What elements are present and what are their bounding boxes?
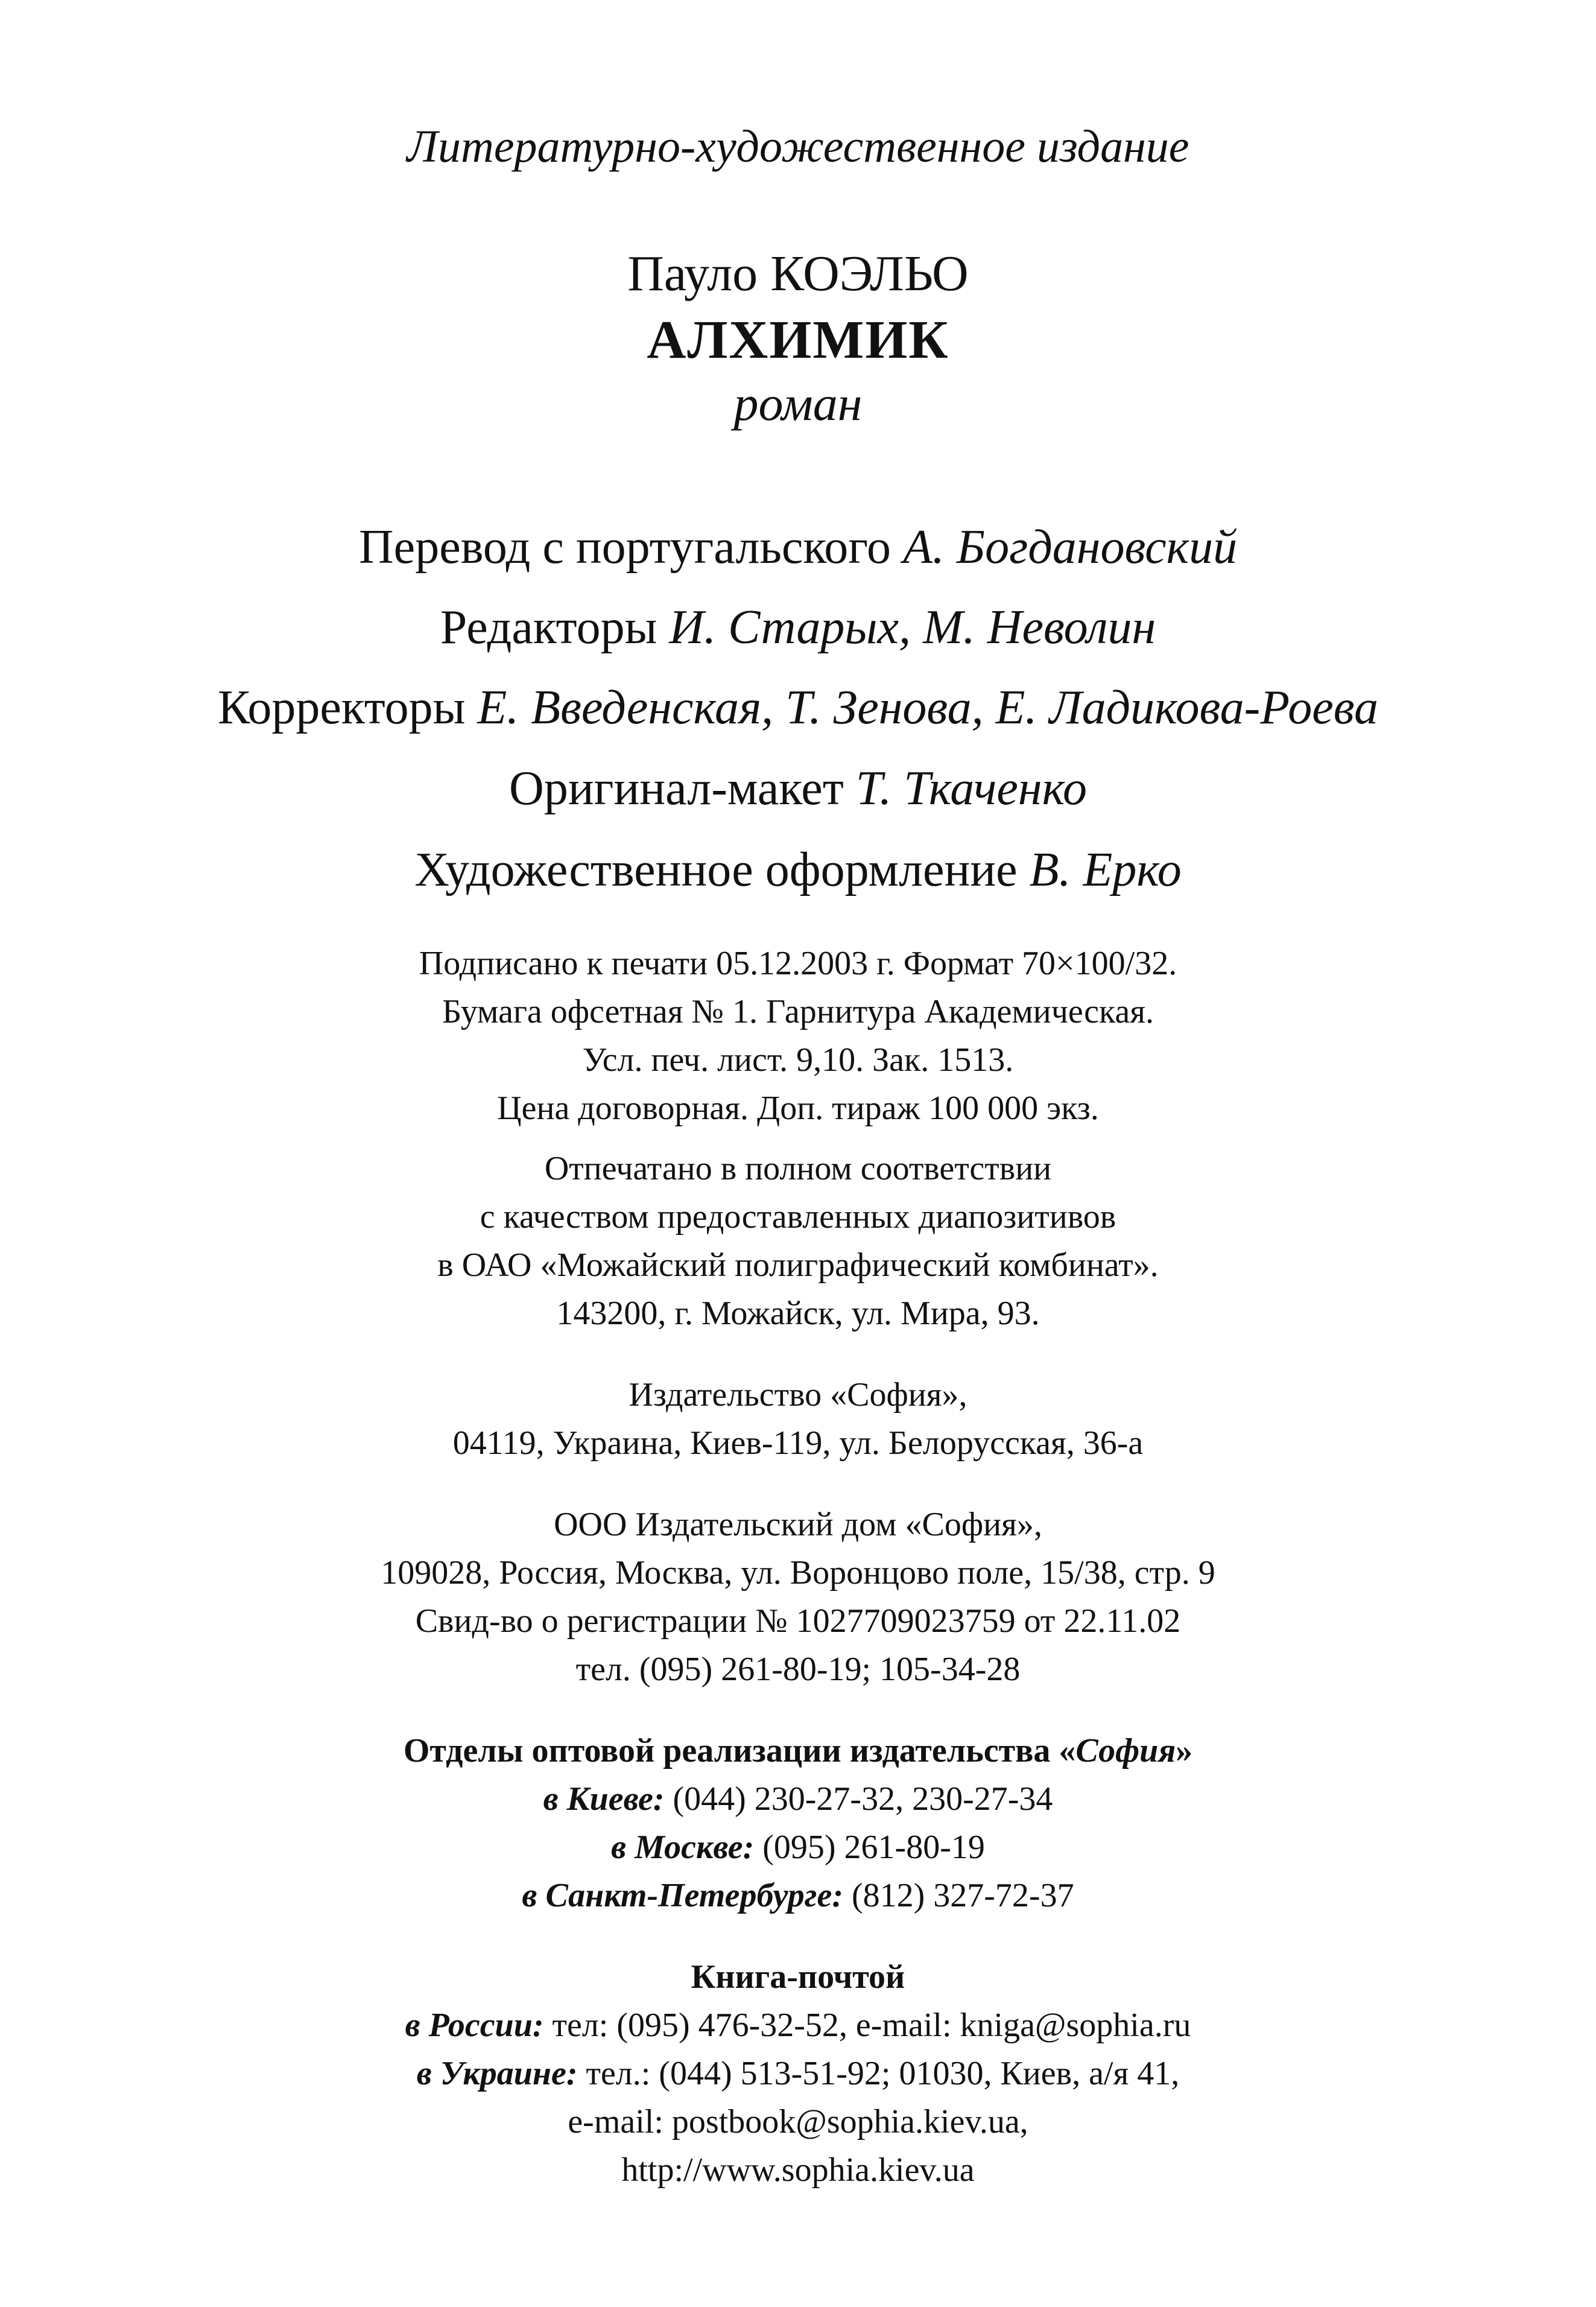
proofreaders-names: Е. Введенская, Т. Зенова, Е. Ладикова-Роева — [477, 681, 1378, 734]
wholesale-heading-name: София — [1075, 1732, 1176, 1769]
art-label: Художественное оформление — [414, 843, 1018, 896]
print-info-line: Подписано к печати 05.12.2003 г. Формат 70×100/32. — [419, 945, 1177, 982]
moscow-phones: (095) 261-80-19 — [754, 1829, 985, 1866]
publisher-russia-line: ООО Издательский дом «София», — [554, 1506, 1042, 1543]
book-title: АЛХИМИК — [647, 310, 949, 370]
translator-name: А. Богдановский — [903, 521, 1238, 574]
moscow-label: в Москве: — [611, 1829, 755, 1866]
genre-line: Литературно-художественное издание — [407, 121, 1189, 172]
russia-label: в России: — [405, 2007, 544, 2044]
proofreaders-label: Корректоры — [218, 681, 466, 734]
ukraine-label: в Украине: — [416, 2055, 578, 2092]
kiev-label: в Киеве: — [543, 1780, 665, 1818]
translation-label: Перевод с португальского — [358, 521, 891, 574]
editors-names: И. Старых, М. Неволин — [669, 601, 1156, 654]
art-name: В. Ерко — [1029, 843, 1182, 896]
translation-credit — [0, 520, 1596, 575]
spb-label: в Санкт-Петербурге: — [522, 1877, 843, 1914]
mail-order-heading: Книга-почтой — [691, 1958, 905, 1996]
wholesale-moscow — [0, 1828, 1596, 1867]
author-name: Пауло КОЭЛЬО — [627, 246, 969, 302]
wholesale-heading-prefix: Отделы оптовой реализации издательства « — [403, 1732, 1076, 1769]
spb-phones: (812) 327-72-37 — [843, 1877, 1074, 1914]
print-info-line: Цена договорная. Доп. тираж 100 000 экз. — [497, 1090, 1099, 1127]
publisher-russia-line: Свид-во о регистрации № 1027709023759 от 22.11.02 — [415, 1602, 1181, 1640]
publisher-russia-line: 109028, Россия, Москва, ул. Воронцово поле, 15/38, стр. 9 — [381, 1554, 1215, 1591]
kiev-phones: (044) 230-27-32, 230-27-34 — [664, 1780, 1053, 1818]
publisher-website: http://www.sophia.kiev.ua — [621, 2151, 975, 2189]
layout-label: Оригинал-макет — [509, 762, 844, 815]
book-type: роман — [733, 376, 863, 431]
editors-credit — [0, 600, 1596, 655]
print-info-line: Бумага офсетная № 1. Гарнитура Академическая. — [442, 993, 1154, 1030]
printer-info-line: 143200, г. Можайск, ул. Мира, 93. — [556, 1295, 1040, 1332]
proofreaders-credit — [0, 681, 1596, 735]
mail-order-ukraine-email: e-mail: postbook@sophia.kiev.ua, — [568, 2103, 1028, 2140]
russia-contacts: тел: (095) 476-32-52, e-mail: kniga@sophia.ru — [543, 2007, 1191, 2044]
layout-credit — [0, 761, 1596, 816]
wholesale-kiev — [0, 1780, 1596, 1818]
publisher-russia-line: тел. (095) 261-80-19; 105-34-28 — [575, 1651, 1021, 1688]
printer-info-line: с качеством предоставленных диапозитивов — [480, 1198, 1116, 1236]
layout-name: Т. Ткаченко — [855, 762, 1087, 815]
ukraine-contacts: тел.: (044) 513-51-92; 01030, Киев, а/я 41, — [577, 2055, 1180, 2092]
printer-info-line: Отпечатано в полном соответствии — [544, 1150, 1052, 1187]
printer-info-line: в ОАО «Можайский полиграфический комбинат». — [437, 1246, 1159, 1284]
editors-label: Редакторы — [440, 601, 657, 654]
publisher-ukraine-line: Издательство «София», — [629, 1376, 967, 1414]
wholesale-heading — [0, 1731, 1596, 1770]
mail-order-russia — [0, 2006, 1596, 2045]
publisher-ukraine-line: 04119, Украина, Киев-119, ул. Белорусская, 36-а — [452, 1424, 1144, 1462]
wholesale-heading-suffix: » — [1176, 1732, 1193, 1769]
print-info-line: Усл. печ. лист. 9,10. Зак. 1513. — [582, 1041, 1014, 1079]
mail-order-ukraine — [0, 2054, 1596, 2093]
wholesale-spb — [0, 1876, 1596, 1915]
art-credit — [0, 843, 1596, 898]
